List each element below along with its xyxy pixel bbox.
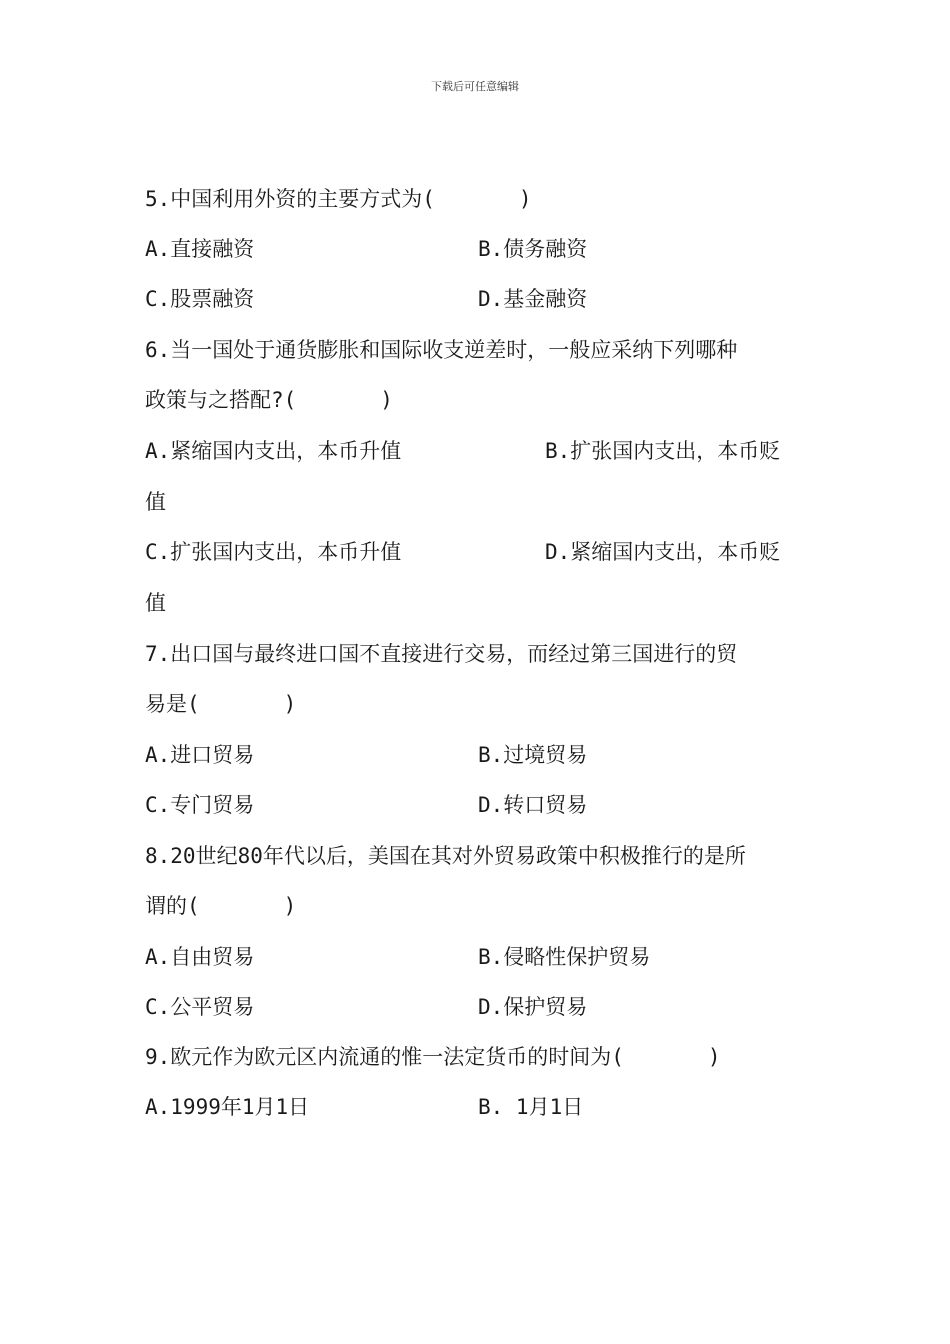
question-8-option-b: B.侵略性保护贸易 bbox=[478, 945, 651, 969]
question-6-option-b: B.扩张国内支出，本币贬 bbox=[545, 439, 781, 463]
question-5-stem: 5.中国利用外资的主要方式为( ) bbox=[145, 187, 532, 211]
question-7-option-c: C.专门贸易 bbox=[145, 793, 255, 817]
question-6-option-d-wrap: 值 bbox=[145, 591, 166, 615]
question-6-stem-line-2: 政策与之搭配?( ) bbox=[145, 388, 393, 412]
question-9-option-b: B. 1月1日 bbox=[478, 1095, 584, 1119]
question-5-option-c: C.股票融资 bbox=[145, 287, 255, 311]
question-5-option-a: A.直接融资 bbox=[145, 237, 255, 261]
question-6-option-a: A.紧缩国内支出，本币升值 bbox=[145, 439, 402, 463]
question-7-option-b: B.过境贸易 bbox=[478, 743, 588, 767]
page-header-note: 下载后可任意编辑 bbox=[431, 80, 519, 93]
question-7-stem-line-1: 7.出口国与最终进口国不直接进行交易，而经过第三国进行的贸 bbox=[145, 642, 738, 666]
question-7-stem-line-2: 易是( ) bbox=[145, 692, 297, 716]
question-7-option-d: D.转口贸易 bbox=[478, 793, 588, 817]
question-9-stem: 9.欧元作为欧元区内流通的惟一法定货币的时间为( ) bbox=[145, 1045, 721, 1069]
question-5-option-d: D.基金融资 bbox=[478, 287, 588, 311]
question-8-option-c: C.公平贸易 bbox=[145, 995, 255, 1019]
question-8-stem-line-1: 8.20世纪80年代以后，美国在其对外贸易政策中积极推行的是所 bbox=[145, 844, 746, 868]
question-6-option-d: D.紧缩国内支出，本币贬 bbox=[545, 540, 781, 564]
question-8-option-d: D.保护贸易 bbox=[478, 995, 588, 1019]
question-5-option-b: B.债务融资 bbox=[478, 237, 588, 261]
question-6-option-b-wrap: 值 bbox=[145, 490, 166, 514]
question-6-stem-line-1: 6.当一国处于通货膨胀和国际收支逆差时，一般应采纳下列哪种 bbox=[145, 338, 738, 362]
question-8-option-a: A.自由贸易 bbox=[145, 945, 255, 969]
question-8-stem-line-2: 谓的( ) bbox=[145, 894, 297, 918]
question-6-option-c: C.扩张国内支出，本币升值 bbox=[145, 540, 402, 564]
question-7-option-a: A.进口贸易 bbox=[145, 743, 255, 767]
question-9-option-a: A.1999年1月1日 bbox=[145, 1095, 310, 1119]
